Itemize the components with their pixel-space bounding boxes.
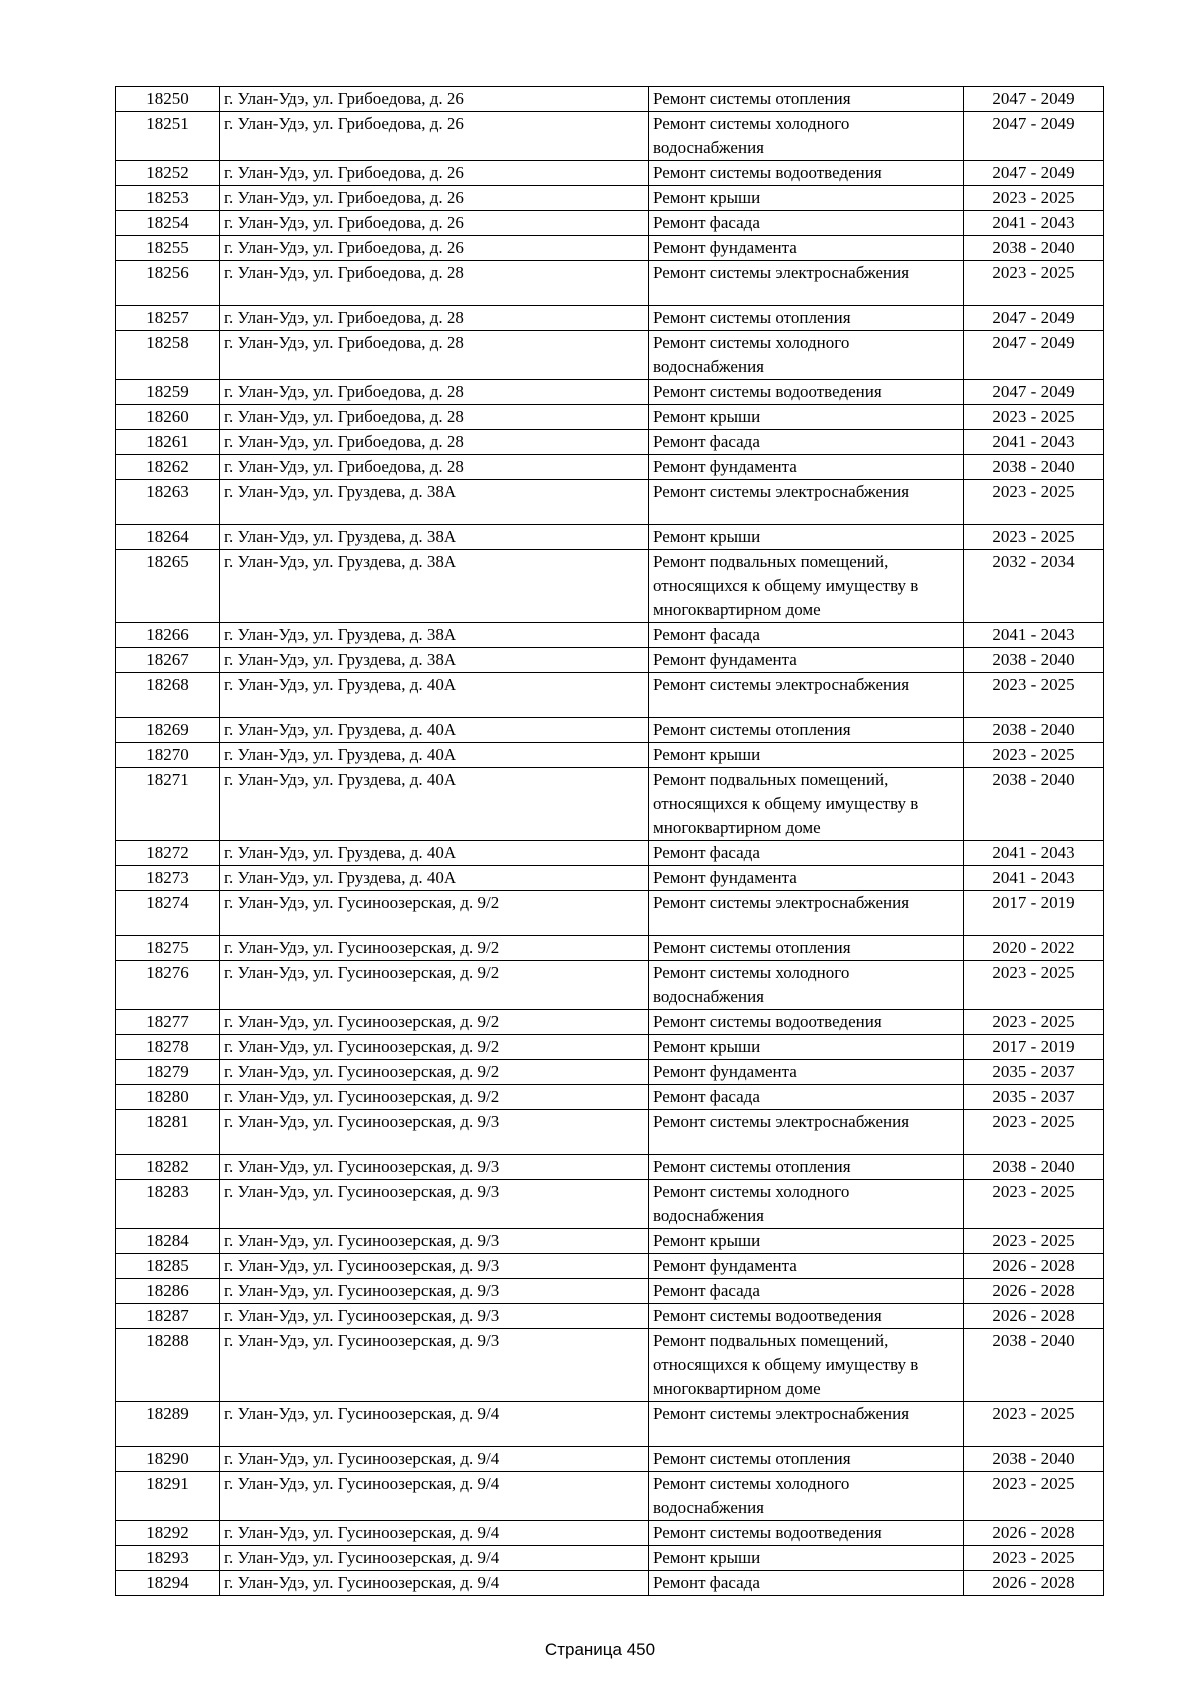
work-type-cell: Ремонт фундамента (649, 236, 964, 261)
period-cell: 2038 - 2040 (964, 1329, 1104, 1402)
period-cell: 2041 - 2043 (964, 430, 1104, 455)
table-row (116, 112, 1104, 161)
period-cell: 2023 - 2025 (964, 743, 1104, 768)
address-cell: г. Улан-Удэ, ул. Грибоедова, д. 28 (220, 306, 649, 331)
work-type-cell: Ремонт системы отопления (649, 87, 964, 112)
period-cell: 2038 - 2040 (964, 768, 1104, 841)
work-type-cell: Ремонт системы электроснабжения (649, 891, 964, 936)
table-row (116, 1180, 1104, 1229)
period-cell: 2023 - 2025 (964, 1402, 1104, 1447)
row-number: 18271 (116, 768, 220, 841)
table-row (116, 1402, 1104, 1447)
period-cell: 2023 - 2025 (964, 1010, 1104, 1035)
address-cell: г. Улан-Удэ, ул. Груздева, д. 38А (220, 550, 649, 623)
table-row (116, 455, 1104, 480)
table-row (116, 525, 1104, 550)
table-row (116, 87, 1104, 112)
table-row (116, 550, 1104, 623)
row-number: 18280 (116, 1085, 220, 1110)
period-cell: 2041 - 2043 (964, 841, 1104, 866)
table-row (116, 1229, 1104, 1254)
table-row (116, 673, 1104, 718)
row-number: 18290 (116, 1447, 220, 1472)
work-type-cell: Ремонт крыши (649, 186, 964, 211)
table-row (116, 1085, 1104, 1110)
address-cell: г. Улан-Удэ, ул. Груздева, д. 38А (220, 480, 649, 525)
address-cell: г. Улан-Удэ, ул. Гусиноозерская, д. 9/4 (220, 1472, 649, 1521)
address-cell: г. Улан-Удэ, ул. Гусиноозерская, д. 9/2 (220, 891, 649, 936)
table-row (116, 1571, 1104, 1596)
table-row (116, 743, 1104, 768)
address-cell: г. Улан-Удэ, ул. Гусиноозерская, д. 9/4 (220, 1447, 649, 1472)
period-cell: 2023 - 2025 (964, 405, 1104, 430)
table-row (116, 161, 1104, 186)
address-cell: г. Улан-Удэ, ул. Грибоедова, д. 28 (220, 331, 649, 380)
work-type-cell: Ремонт системы водоотведения (649, 1521, 964, 1546)
row-number: 18270 (116, 743, 220, 768)
address-cell: г. Улан-Удэ, ул. Грибоедова, д. 28 (220, 380, 649, 405)
table-row (116, 430, 1104, 455)
address-cell: г. Улан-Удэ, ул. Груздева, д. 40А (220, 866, 649, 891)
work-type-cell: Ремонт системы холодного водоснабжения (649, 331, 964, 380)
period-cell: 2038 - 2040 (964, 455, 1104, 480)
table-row (116, 1521, 1104, 1546)
row-number: 18269 (116, 718, 220, 743)
address-cell: г. Улан-Удэ, ул. Гусиноозерская, д. 9/2 (220, 1010, 649, 1035)
row-number: 18282 (116, 1155, 220, 1180)
work-type-cell: Ремонт крыши (649, 1546, 964, 1571)
work-type-cell: Ремонт фундамента (649, 648, 964, 673)
work-type-cell: Ремонт системы электроснабжения (649, 673, 964, 718)
work-type-cell: Ремонт системы водоотведения (649, 1010, 964, 1035)
work-type-cell: Ремонт системы отопления (649, 1447, 964, 1472)
row-number: 18291 (116, 1472, 220, 1521)
period-cell: 2041 - 2043 (964, 866, 1104, 891)
work-type-cell: Ремонт системы холодного водоснабжения (649, 112, 964, 161)
period-cell: 2023 - 2025 (964, 480, 1104, 525)
address-cell: г. Улан-Удэ, ул. Грибоедова, д. 28 (220, 405, 649, 430)
row-number: 18260 (116, 405, 220, 430)
row-number: 18253 (116, 186, 220, 211)
work-type-cell: Ремонт фасада (649, 1085, 964, 1110)
period-cell: 2026 - 2028 (964, 1304, 1104, 1329)
row-number: 18254 (116, 211, 220, 236)
table-row (116, 261, 1104, 306)
address-cell: г. Улан-Удэ, ул. Грибоедова, д. 28 (220, 430, 649, 455)
period-cell: 2023 - 2025 (964, 1229, 1104, 1254)
row-number: 18251 (116, 112, 220, 161)
period-cell: 2047 - 2049 (964, 87, 1104, 112)
address-cell: г. Улан-Удэ, ул. Гусиноозерская, д. 9/3 (220, 1304, 649, 1329)
work-type-cell: Ремонт крыши (649, 525, 964, 550)
row-number: 18294 (116, 1571, 220, 1596)
table-row (116, 1472, 1104, 1521)
work-type-cell: Ремонт системы водоотведения (649, 1304, 964, 1329)
address-cell: г. Улан-Удэ, ул. Гусиноозерская, д. 9/3 (220, 1229, 649, 1254)
table-row (116, 405, 1104, 430)
table-row (116, 1035, 1104, 1060)
row-number: 18278 (116, 1035, 220, 1060)
table-row (116, 961, 1104, 1010)
row-number: 18273 (116, 866, 220, 891)
work-type-cell: Ремонт крыши (649, 1035, 964, 1060)
work-type-cell: Ремонт системы электроснабжения (649, 261, 964, 306)
address-cell: г. Улан-Удэ, ул. Гусиноозерская, д. 9/4 (220, 1546, 649, 1571)
period-cell: 2038 - 2040 (964, 236, 1104, 261)
work-type-cell: Ремонт фасада (649, 623, 964, 648)
work-type-cell: Ремонт фундамента (649, 455, 964, 480)
table-body (116, 87, 1104, 1596)
work-type-cell: Ремонт фасада (649, 430, 964, 455)
period-cell: 2035 - 2037 (964, 1085, 1104, 1110)
work-type-cell: Ремонт фундамента (649, 1060, 964, 1085)
table-row (116, 480, 1104, 525)
address-cell: г. Улан-Удэ, ул. Гусиноозерская, д. 9/2 (220, 1060, 649, 1085)
address-cell: г. Улан-Удэ, ул. Грибоедова, д. 26 (220, 161, 649, 186)
table-row (116, 866, 1104, 891)
work-type-cell: Ремонт подвальных помещений, относящихся к общему имуществу в многоквартирном доме (649, 768, 964, 841)
table-row (116, 936, 1104, 961)
row-number: 18284 (116, 1229, 220, 1254)
address-cell: г. Улан-Удэ, ул. Грибоедова, д. 26 (220, 112, 649, 161)
period-cell: 2023 - 2025 (964, 1110, 1104, 1155)
period-cell: 2047 - 2049 (964, 380, 1104, 405)
table-row (116, 891, 1104, 936)
row-number: 18255 (116, 236, 220, 261)
work-type-cell: Ремонт системы электроснабжения (649, 1402, 964, 1447)
address-cell: г. Улан-Удэ, ул. Гусиноозерская, д. 9/3 (220, 1110, 649, 1155)
table-row (116, 1060, 1104, 1085)
row-number: 18285 (116, 1254, 220, 1279)
period-cell: 2038 - 2040 (964, 1447, 1104, 1472)
work-type-cell: Ремонт крыши (649, 743, 964, 768)
table-row (116, 1279, 1104, 1304)
work-type-cell: Ремонт крыши (649, 405, 964, 430)
row-number: 18292 (116, 1521, 220, 1546)
address-cell: г. Улан-Удэ, ул. Грибоедова, д. 26 (220, 186, 649, 211)
row-number: 18257 (116, 306, 220, 331)
row-number: 18274 (116, 891, 220, 936)
row-number: 18287 (116, 1304, 220, 1329)
table-row (116, 648, 1104, 673)
address-cell: г. Улан-Удэ, ул. Гусиноозерская, д. 9/3 (220, 1155, 649, 1180)
work-type-cell: Ремонт фасада (649, 211, 964, 236)
table-row (116, 623, 1104, 648)
period-cell: 2023 - 2025 (964, 1546, 1104, 1571)
work-type-cell: Ремонт системы отопления (649, 306, 964, 331)
table-row (116, 1010, 1104, 1035)
address-cell: г. Улан-Удэ, ул. Гусиноозерская, д. 9/2 (220, 1035, 649, 1060)
table-row (116, 1447, 1104, 1472)
table-row (116, 841, 1104, 866)
row-number: 18276 (116, 961, 220, 1010)
address-cell: г. Улан-Удэ, ул. Гусиноозерская, д. 9/3 (220, 1254, 649, 1279)
work-type-cell: Ремонт фундамента (649, 866, 964, 891)
work-type-cell: Ремонт системы отопления (649, 1155, 964, 1180)
table-row (116, 1546, 1104, 1571)
address-cell: г. Улан-Удэ, ул. Груздева, д. 40А (220, 718, 649, 743)
period-cell: 2020 - 2022 (964, 936, 1104, 961)
row-number: 18266 (116, 623, 220, 648)
address-cell: г. Улан-Удэ, ул. Грибоедова, д. 28 (220, 261, 649, 306)
period-cell: 2026 - 2028 (964, 1521, 1104, 1546)
period-cell: 2038 - 2040 (964, 648, 1104, 673)
table-row (116, 380, 1104, 405)
period-cell: 2032 - 2034 (964, 550, 1104, 623)
period-cell: 2038 - 2040 (964, 718, 1104, 743)
table-row (116, 306, 1104, 331)
work-type-cell: Ремонт фасада (649, 1571, 964, 1596)
period-cell: 2023 - 2025 (964, 961, 1104, 1010)
address-cell: г. Улан-Удэ, ул. Груздева, д. 38А (220, 648, 649, 673)
row-number: 18281 (116, 1110, 220, 1155)
row-number: 18252 (116, 161, 220, 186)
period-cell: 2017 - 2019 (964, 891, 1104, 936)
period-cell: 2023 - 2025 (964, 261, 1104, 306)
table-row (116, 1254, 1104, 1279)
work-type-cell: Ремонт системы холодного водоснабжения (649, 1472, 964, 1521)
row-number: 18262 (116, 455, 220, 480)
work-type-cell: Ремонт системы водоотведения (649, 161, 964, 186)
row-number: 18288 (116, 1329, 220, 1402)
table-row (116, 236, 1104, 261)
row-number: 18293 (116, 1546, 220, 1571)
address-cell: г. Улан-Удэ, ул. Грибоедова, д. 26 (220, 236, 649, 261)
period-cell: 2035 - 2037 (964, 1060, 1104, 1085)
address-cell: г. Улан-Удэ, ул. Груздева, д. 38А (220, 623, 649, 648)
period-cell: 2041 - 2043 (964, 211, 1104, 236)
table-row (116, 186, 1104, 211)
address-cell: г. Улан-Удэ, ул. Гусиноозерская, д. 9/2 (220, 936, 649, 961)
work-type-cell: Ремонт системы холодного водоснабжения (649, 1180, 964, 1229)
period-cell: 2023 - 2025 (964, 1472, 1104, 1521)
address-cell: г. Улан-Удэ, ул. Груздева, д. 38А (220, 525, 649, 550)
work-type-cell: Ремонт фасада (649, 841, 964, 866)
table-row (116, 1304, 1104, 1329)
work-type-cell: Ремонт фасада (649, 1279, 964, 1304)
row-number: 18267 (116, 648, 220, 673)
row-number: 18275 (116, 936, 220, 961)
row-number: 18279 (116, 1060, 220, 1085)
row-number: 18256 (116, 261, 220, 306)
address-cell: г. Улан-Удэ, ул. Гусиноозерская, д. 9/2 (220, 961, 649, 1010)
address-cell: г. Улан-Удэ, ул. Гусиноозерская, д. 9/4 (220, 1402, 649, 1447)
table-row (116, 1329, 1104, 1402)
row-number: 18277 (116, 1010, 220, 1035)
row-number: 18272 (116, 841, 220, 866)
address-cell: г. Улан-Удэ, ул. Груздева, д. 40А (220, 768, 649, 841)
period-cell: 2041 - 2043 (964, 623, 1104, 648)
period-cell: 2026 - 2028 (964, 1571, 1104, 1596)
address-cell: г. Улан-Удэ, ул. Гусиноозерская, д. 9/3 (220, 1180, 649, 1229)
address-cell: г. Улан-Удэ, ул. Гусиноозерская, д. 9/2 (220, 1085, 649, 1110)
row-number: 18250 (116, 87, 220, 112)
table-row (116, 211, 1104, 236)
period-cell: 2047 - 2049 (964, 161, 1104, 186)
address-cell: г. Улан-Удэ, ул. Груздева, д. 40А (220, 841, 649, 866)
work-type-cell: Ремонт подвальных помещений, относящихся к общему имуществу в многоквартирном доме (649, 550, 964, 623)
table-row (116, 1155, 1104, 1180)
row-number: 18258 (116, 331, 220, 380)
row-number: 18263 (116, 480, 220, 525)
row-number: 18265 (116, 550, 220, 623)
row-number: 18268 (116, 673, 220, 718)
period-cell: 2023 - 2025 (964, 1180, 1104, 1229)
period-cell: 2026 - 2028 (964, 1279, 1104, 1304)
repair-schedule-table (115, 86, 1104, 1596)
work-type-cell: Ремонт системы электроснабжения (649, 1110, 964, 1155)
period-cell: 2047 - 2049 (964, 306, 1104, 331)
work-type-cell: Ремонт фундамента (649, 1254, 964, 1279)
period-cell: 2023 - 2025 (964, 673, 1104, 718)
period-cell: 2047 - 2049 (964, 331, 1104, 380)
address-cell: г. Улан-Удэ, ул. Гусиноозерская, д. 9/3 (220, 1329, 649, 1402)
row-number: 18261 (116, 430, 220, 455)
page-number: Страница 450 (544, 1640, 656, 1659)
work-type-cell: Ремонт системы отопления (649, 718, 964, 743)
work-type-cell: Ремонт системы водоотведения (649, 380, 964, 405)
row-number: 18264 (116, 525, 220, 550)
period-cell: 2023 - 2025 (964, 525, 1104, 550)
work-type-cell: Ремонт системы электроснабжения (649, 480, 964, 525)
table-row (116, 331, 1104, 380)
work-type-cell: Ремонт системы холодного водоснабжения (649, 961, 964, 1010)
row-number: 18283 (116, 1180, 220, 1229)
period-cell: 2038 - 2040 (964, 1155, 1104, 1180)
address-cell: г. Улан-Удэ, ул. Гусиноозерская, д. 9/4 (220, 1521, 649, 1546)
address-cell: г. Улан-Удэ, ул. Груздева, д. 40А (220, 743, 649, 768)
period-cell: 2047 - 2049 (964, 112, 1104, 161)
work-type-cell: Ремонт крыши (649, 1229, 964, 1254)
period-cell: 2023 - 2025 (964, 186, 1104, 211)
period-cell: 2017 - 2019 (964, 1035, 1104, 1060)
address-cell: г. Улан-Удэ, ул. Грибоедова, д. 26 (220, 87, 649, 112)
address-cell: г. Улан-Удэ, ул. Грибоедова, д. 28 (220, 455, 649, 480)
address-cell: г. Улан-Удэ, ул. Грибоедова, д. 26 (220, 211, 649, 236)
row-number: 18286 (116, 1279, 220, 1304)
address-cell: г. Улан-Удэ, ул. Гусиноозерская, д. 9/3 (220, 1279, 649, 1304)
address-cell: г. Улан-Удэ, ул. Груздева, д. 40А (220, 673, 649, 718)
work-type-cell: Ремонт системы отопления (649, 936, 964, 961)
table-row (116, 718, 1104, 743)
table-row (116, 768, 1104, 841)
address-cell: г. Улан-Удэ, ул. Гусиноозерская, д. 9/4 (220, 1571, 649, 1596)
row-number: 18259 (116, 380, 220, 405)
row-number: 18289 (116, 1402, 220, 1447)
period-cell: 2026 - 2028 (964, 1254, 1104, 1279)
work-type-cell: Ремонт подвальных помещений, относящихся к общему имуществу в многоквартирном доме (649, 1329, 964, 1402)
table-row (116, 1110, 1104, 1155)
